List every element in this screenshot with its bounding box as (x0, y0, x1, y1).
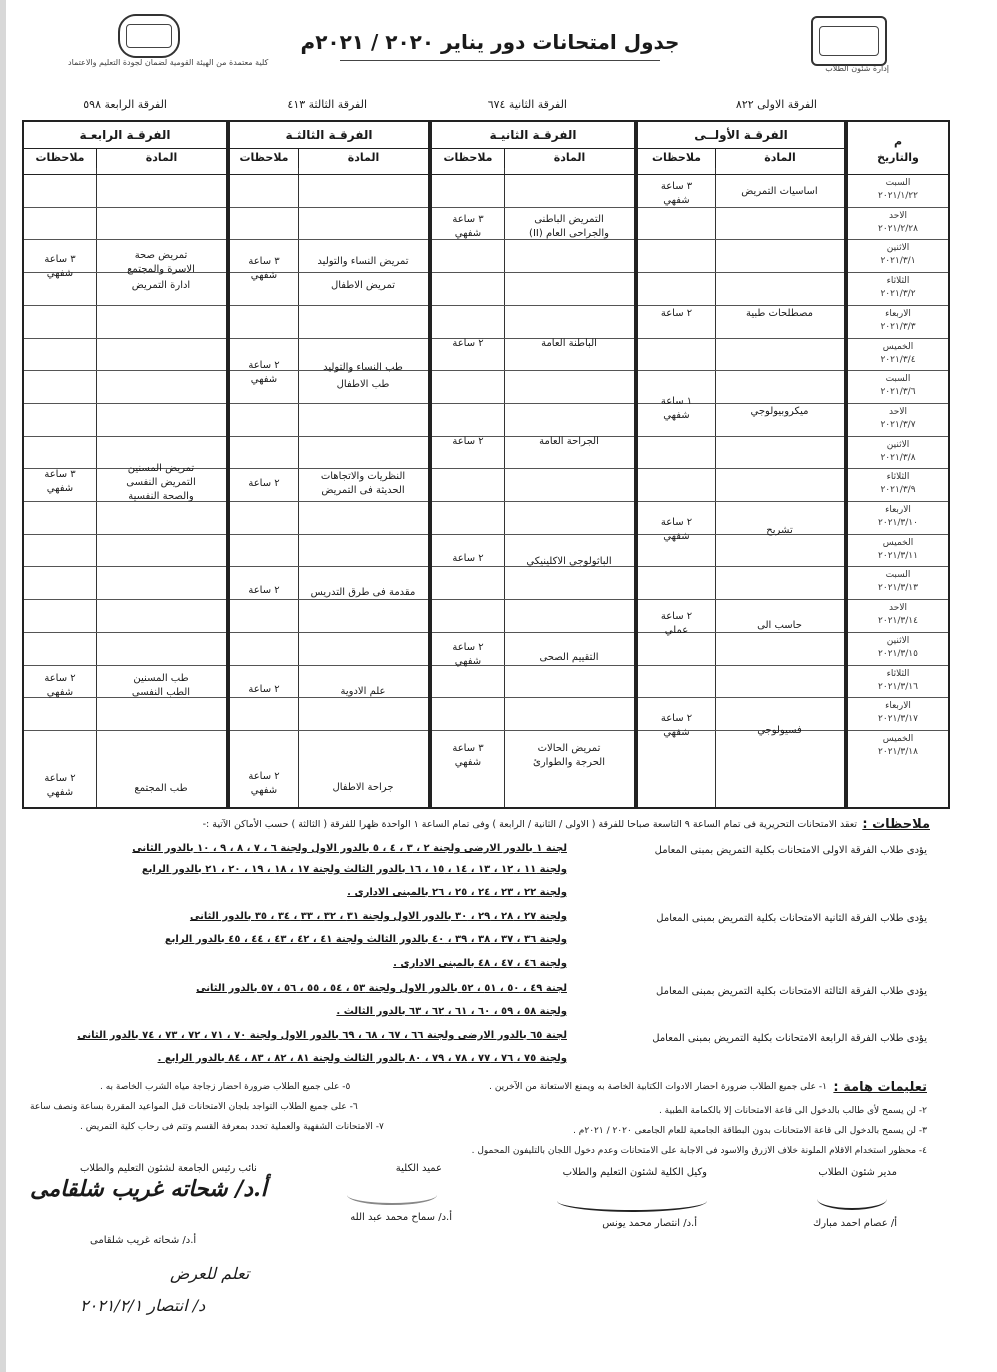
signer-2-name: أ.د/ انتصار محمد يونس (602, 1218, 697, 1229)
year3-notes-6: ٢ ساعة (248, 585, 280, 596)
year3-subject-4: طب الاطفال (336, 379, 390, 390)
header-divider (638, 174, 844, 175)
count-year2: الفرقة الثانية ٦٧٤ (487, 98, 567, 111)
row-divider (24, 534, 226, 535)
year2-notes-1: ٣ ساعة شفهي (452, 214, 484, 239)
year1-subject-1: اساسيات التمريض (741, 186, 818, 197)
row-divider (432, 305, 634, 306)
signer-1-name: أ/ عصام احمد مبارك (812, 1218, 897, 1229)
year1-subject-5: حاسب الى (757, 620, 802, 631)
row-divider (432, 370, 634, 371)
row-divider (432, 207, 634, 208)
date-column (846, 120, 950, 809)
date-row-day: الثلاثاء (886, 472, 910, 483)
date-row-date: ٢٠٢١/٣/١٣ (878, 583, 918, 594)
year4-subject-2: ادارة التمريض (131, 280, 191, 291)
count-year4: الفرقة الرابعة ٥٩٨ (83, 98, 167, 111)
row-divider (638, 305, 844, 306)
row-divider (848, 338, 948, 339)
signer-4-name: أ.د/ شحاته غريب شلقامى (90, 1235, 197, 1246)
year3-notes-5: ٢ ساعة (248, 478, 280, 489)
right-caption: إدارة شئون الطلاب (825, 64, 889, 73)
year4-notes-1: ٣ ساعة شفهي (44, 254, 76, 279)
year1-location-line1: لجنة ١ بالدور الارضى ولجنة ٢ ، ٣ ، ٤ ، ٥ بالدور الاول ولجنة ٦ ، ٧ ، ٨ ، ٩ ، ١٠ بالدور الثانى (132, 843, 567, 854)
year1-notes-3: ١ ساعة شفهي (660, 396, 693, 421)
year4-subject-header: المادة (96, 148, 226, 168)
row-divider (848, 370, 948, 371)
year3-subject-5: النظريات والاتجاهات الحديثة فى التمريض (320, 471, 406, 496)
year3-notes-header: ملاحظات (239, 151, 289, 164)
year2-location-line3: ولجنة ٤٦ ، ٤٧ ، ٤٨ بالمبنى الادارى . (393, 958, 567, 969)
title-underline (340, 60, 660, 61)
date-row-day: الاربعاء (885, 308, 911, 319)
year3-subject-6: مقدمة فى طرق التدريس (310, 587, 416, 598)
year1-subject-2: مصطلحات طبية (746, 308, 813, 319)
year1-header: الفرقـة الأولــى (638, 122, 844, 149)
signer-1-signature (817, 1188, 887, 1210)
year2-notes-header: ملاحظات (443, 151, 493, 164)
year4-notes-3: ٣ ساعة شفهي (44, 469, 76, 494)
year2-location-lead: يؤدى طلاب الفرقة الثانية الامتحانات بكلية التمريض بمبنى المعامل (656, 913, 927, 924)
row-divider (432, 468, 634, 469)
instruction-4: ٤- محظور استخدام الاقلام الملونة خلاف الازرق والاسود فى الاجابة على الامتحانات وعدم دخول اللجان بالتليفون المحمول . (471, 1146, 927, 1156)
year2-location-line1: ولجنة ٢٧ ، ٢٨ ، ٢٩ ، ٣٠ بالدور الاول ولجنة ٣١ ، ٣٢ ، ٣٣ ، ٣٤ ، ٣٥ بالدور الثانى (189, 911, 567, 922)
signer-1-title: مدير شئون الطلاب (818, 1167, 897, 1178)
row-divider (638, 272, 844, 273)
year1-location-line3: ولجنة ٢٢ ، ٢٣ ، ٢٤ ، ٢٥ ، ٢٦ بالمبنى الادارى . (347, 887, 567, 898)
row-divider (638, 599, 844, 600)
row-divider (848, 468, 948, 469)
row-divider (230, 665, 428, 666)
handwritten-note-1: تعلم للعرض (170, 1264, 250, 1283)
row-divider (230, 403, 428, 404)
row-divider (24, 305, 226, 306)
instruction-7: ٧- الامتحانات الشفهية والعملية تحدد بمعرفة القسم وتتم فى رحاب كلية التمريض . (80, 1122, 384, 1132)
row-divider (24, 403, 226, 404)
year3-subject-1: تمريض النساء والتوليد (317, 256, 409, 267)
date-row-date: ٢٠٢١/٣/١٤ (878, 616, 918, 627)
year3-notes-1: ٣ ساعة شفهي (248, 256, 280, 281)
year1-subject-3: ميكروبيولوجي (750, 406, 809, 417)
faculty-logo (811, 16, 887, 66)
row-divider (230, 730, 428, 731)
year3-subject-7: علم الادوية (340, 686, 386, 697)
year2-location-line2: ولجنة ٣٦ ، ٣٧ ، ٣٨ ، ٣٩ ، ٤٠ بالدور الثالث ولجنة ٤١ ، ٤٢ ، ٤٣ ، ٤٤ ، ٤٥ بالدور الرابع (164, 934, 567, 945)
year1-notes-header: ملاحظات (652, 151, 701, 164)
year3-notes-3: ٢ ساعة شفهي (248, 360, 280, 385)
year3-location-lead: يؤدى طلاب الفرقة الثالثة الامتحانات بكلية التمريض بمبنى المعامل (656, 986, 927, 997)
year2-header: الفرقـة الثانيـة (432, 122, 634, 149)
row-divider (24, 632, 226, 633)
year2-notes-5: ٢ ساعة شفهي (452, 642, 484, 667)
date-row-day: الاحد (889, 406, 907, 417)
date-row-date: ٢٠٢١/٣/٤ (880, 354, 916, 365)
row-divider (432, 599, 634, 600)
year1-subject-header: المادة (715, 148, 844, 168)
date-row-date: ٢٠٢١/٣/٧ (880, 419, 916, 430)
date-row-day: الاثنين (886, 635, 910, 646)
signer-2-title: وكيل الكلية لشئون التعليم والطلاب (562, 1167, 707, 1178)
row-divider (638, 436, 844, 437)
row-divider (848, 599, 948, 600)
row-divider (24, 436, 226, 437)
row-divider (432, 272, 634, 273)
instruction-1: ١- على جميع الطلاب ضرورة احضار الادوات الكتابية الخاصة به ويمنع الاستعانة من الآخرين . (489, 1082, 827, 1092)
date-row-day: الخميس (882, 537, 914, 548)
year4-location-lead: يؤدى طلاب الفرقة الرابعة الامتحانات بكلية التمريض بمبنى المعامل (652, 1033, 927, 1044)
year3-location-line2: ولجنة ٥٨ ، ٥٩ ، ٦٠ ، ٦١ ، ٦٢ ، ٦٣ بالدور الثالث . (336, 1006, 567, 1017)
date-row-day: الخميس (882, 733, 914, 744)
signer-3-signature (347, 1185, 437, 1205)
date-row-date: ٢٠٢١/٣/٨ (880, 452, 916, 463)
year3-header: الفرقـة الثالثـة (230, 122, 428, 149)
row-divider (848, 305, 948, 306)
row-divider (638, 501, 844, 502)
row-divider (230, 207, 428, 208)
signer-4-handwritten-signature: أ.د/ شحاته غريب شلقامى (30, 1176, 267, 1202)
row-divider (24, 665, 226, 666)
row-divider (638, 566, 844, 567)
accreditation-logo (118, 14, 180, 58)
instruction-3: ٣- لن يسمح بالدخول الى قاعة الامتحانات بدون البطاقة الجامعية للعام الجامعى ٢٠٢٠ / ٢٠٢١م . (573, 1126, 927, 1136)
year3-location-line1: لجنة ٤٩ ، ٥٠ ، ٥١ ، ٥٢ بالدور الاول ولجنة ٥٣ ، ٥٤ ، ٥٥ ، ٥٦ ، ٥٧ بالدور الثانى (196, 983, 567, 994)
row-divider (230, 501, 428, 502)
row-divider (230, 338, 428, 339)
row-divider (24, 239, 226, 240)
count-year3: الفرقة الثالثة ٤١٣ (287, 98, 367, 111)
year2-subject-2: الباطنة العامة (541, 338, 597, 349)
year4-notes-4: ٢ ساعة شفهي (44, 673, 76, 698)
date-row-day: الاربعاء (885, 505, 911, 515)
date-row-day: الاثنين (886, 243, 910, 254)
year3-subject-3: طب النساء والتوليد (323, 362, 403, 373)
date-row-date: ٢٠٢١/٣/١٨ (878, 746, 918, 757)
row-divider (848, 272, 948, 273)
date-row-date: ٢٠٢١/٣/١٥ (878, 648, 918, 659)
date-row-date: ٢٠٢١/٣/٢ (880, 289, 916, 300)
row-divider (848, 534, 948, 535)
year3-notes-8: ٢ ساعة شفهي (248, 771, 280, 796)
row-divider (848, 632, 948, 633)
row-divider (24, 730, 226, 731)
instruction-2: ٢- لن يسمح لأى طالب بالدخول الى قاعة الامتحانات إلا بالكمامة الطبية . (658, 1106, 927, 1116)
date-row-date: ٢٠٢١/٢/٢٨ (878, 223, 918, 234)
row-divider (848, 697, 948, 698)
instruction-5: ٥- على جميع الطلاب ضرورة احضار زجاجة مياه الشرب الخاصة به . (100, 1082, 351, 1092)
year2-notes-4: ٢ ساعة (452, 553, 484, 564)
row-divider (848, 501, 948, 502)
row-divider (432, 697, 634, 698)
header-divider (24, 174, 226, 175)
year4-subject-4: طب المسنين الطب النفسى (131, 673, 191, 698)
year1-notes-4: ٢ ساعة شفهي (660, 517, 693, 542)
year1-notes-5: ٢ ساعة عملي (660, 611, 693, 636)
date-row-date: ٢٠٢١/٣/١٧ (878, 714, 918, 725)
date-row-day: الثلاثاء (886, 276, 910, 287)
row-divider (230, 305, 428, 306)
row-divider (848, 665, 948, 666)
notes-label: ملاحظات : (862, 817, 930, 832)
page-title: جدول امتحانات دور يناير ٢٠٢٠ / ٢٠٢١م (300, 30, 680, 54)
year1-subject-4: تشريح (766, 525, 793, 536)
row-divider (24, 370, 226, 371)
year3-subject-8: جراحة الاطفال (332, 782, 394, 793)
date-row-date: ٢٠٢١/٣/٦ (880, 387, 916, 398)
year2-notes-3: ٢ ساعة (452, 436, 484, 447)
instructions-label: تعليمات هامة : (833, 1080, 927, 1095)
year1-location-lead: يؤدى طلاب الفرقة الاولى الامتحانات بكلية التمريض بمبنى المعامل (654, 845, 927, 856)
year1-notes-1: ٣ ساعة شفهي (660, 181, 693, 206)
header-divider (848, 174, 948, 175)
year1-notes-6: ٢ ساعة شفهي (660, 713, 693, 738)
row-divider (230, 436, 428, 437)
year4-group (22, 120, 228, 809)
year4-subject-3: تمريض المسنين التمريض النفسى والصحة النفسية (126, 463, 196, 502)
row-divider (638, 370, 844, 371)
header-divider (432, 174, 634, 175)
date-row-date: ٢٠٢١/٣/٩ (880, 485, 916, 496)
date-row-day: الخميس (882, 341, 914, 352)
row-divider (638, 338, 844, 339)
row-divider (638, 239, 844, 240)
year4-subject-1: تمريض صحة الاسرة والمجتمع (127, 250, 195, 275)
year4-notes-5: ٢ ساعة شفهي (44, 773, 76, 798)
year4-header: الفرقـة الرابعـة (24, 122, 226, 149)
year1-location-line2: ولجنة ١١ ، ١٢ ، ١٣ ، ١٤ ، ١٥ ، ١٦ بالدور الثالث ولجنة ١٧ ، ١٨ ، ١٩ ، ٢٠ ، ٢١ بالدور الرابع (141, 864, 567, 875)
year2-notes-6: ٣ ساعة شفهي (452, 743, 484, 768)
year3-subject-2: تمريض الاطفال (330, 280, 396, 291)
notes-intro: تعقد الامتحانات التحريرية فى تمام الساعة ٩ التاسعة صباحا للفرقة ( الاولى / الثانية / الرابعة ) وفى تمام الساعة ١ الواحدة ظهرا للفرقة ( الثالثة ) حسب الأماكن الآتية :- (202, 819, 857, 830)
row-divider (24, 207, 226, 208)
date-row-day: السبت (885, 570, 911, 581)
year2-notes-2: ٢ ساعة (452, 338, 484, 349)
row-divider (230, 534, 428, 535)
year1-subject-6: فسيولوجي (757, 725, 802, 736)
date-row-date: ٢٠٢١/١/٢٢ (878, 191, 918, 201)
year2-group (430, 120, 636, 809)
year2-subject-1: التمريض الباطنى والجراحى العام (II) (529, 214, 609, 239)
signer-4-title: نائب رئيس الجامعة لشئون التعليم والطلاب (80, 1163, 257, 1174)
date-row-day: الاربعاء (885, 701, 911, 712)
signer-3-name: أ.د/ سماح محمد عبد الله (350, 1212, 452, 1223)
date-row-day: السبت (885, 374, 911, 385)
row-divider (230, 566, 428, 567)
signer-2-signature (557, 1190, 707, 1212)
date-row-date: ٢٠٢١/٣/١١ (878, 550, 918, 561)
header-divider (230, 174, 428, 175)
year4-location-line1: لجنة ٦٥ بالدور الارضى ولجنة ٦٦ ، ٦٧ ، ٦٨ ، ٦٩ بالدور الاول ولجنة ٧٠ ، ٧١ ، ٧٢ ، ٧٣ ، ٧٤ بالدور الثانى (77, 1030, 567, 1041)
date-row-day: الثلاثاء (886, 668, 910, 679)
year4-notes-header: ملاحظات (35, 151, 85, 164)
row-divider (848, 730, 948, 731)
row-divider (848, 403, 948, 404)
row-divider (638, 697, 844, 698)
date-row-date: ٢٠٢١/٣/١ (880, 256, 916, 267)
year1-notes-2: ٢ ساعة (660, 308, 693, 319)
year3-subject-header: المادة (298, 148, 428, 168)
row-divider (848, 436, 948, 437)
count-year1: الفرقة الاولى ٨٢٢ (735, 98, 817, 111)
year4-location-line2: ولجنة ٧٥ ، ٧٦ ، ٧٧ ، ٧٨ ، ٧٩ ، ٨٠ بالدور الثالث ولجنة ٨١ ، ٨٢ ، ٨٣ ، ٨٤ بالدور الرابع . (157, 1053, 567, 1064)
left-caption: كلية معتمدة من الهيئة القومية لضمان لجودة التعليم والاعتماد (68, 58, 269, 67)
year2-subject-4: الباثولوجي الاكلينيكي (526, 556, 612, 567)
year3-notes-7: ٢ ساعة (248, 684, 280, 695)
row-divider (432, 632, 634, 633)
row-divider (432, 730, 634, 731)
year1-group (636, 120, 846, 809)
year2-subject-5: التقييم الصحى (539, 652, 599, 663)
row-divider (24, 599, 226, 600)
date-row-date: ٢٠٢١/٣/٣ (880, 321, 916, 332)
date-row-day: الاثنين (886, 439, 910, 450)
row-divider (24, 566, 226, 567)
signer-3-title: عميد الكلية (395, 1163, 442, 1174)
row-divider (638, 468, 844, 469)
row-divider (638, 665, 844, 666)
date-row-date: ٢٠٢١/٣/١٦ (878, 681, 918, 692)
year4-subject-5: طب المجتمع (134, 783, 188, 794)
year2-subject-header: المادة (504, 148, 634, 168)
row-divider (848, 566, 948, 567)
year3-group (228, 120, 430, 809)
row-divider (432, 534, 634, 535)
year2-subject-6: تمريض الحالات الحرجة والطوارئ (533, 743, 605, 768)
row-divider (230, 632, 428, 633)
instruction-6: ٦- على جميع الطلاب التواجد بلجان الامتحانات قبل المواعيد المقررة بساعة ونصف ساعة (30, 1102, 358, 1112)
scan-edge (0, 0, 6, 1372)
date-row-date: ٢٠٢١/٣/١٠ (878, 518, 918, 528)
date-header: م والتاريخ (877, 135, 919, 164)
row-divider (432, 501, 634, 502)
row-divider (24, 338, 226, 339)
handwritten-note-2: د/ انتصار ٢٠٢١/٢/١ (80, 1296, 206, 1315)
date-row-day: السبت (885, 178, 911, 188)
year2-subject-3: الجراحة العامة (539, 436, 599, 447)
row-divider (432, 403, 634, 404)
date-row-day: الاحد (889, 603, 907, 614)
date-row-day: الاحد (889, 210, 907, 221)
row-divider (848, 207, 948, 208)
row-divider (848, 239, 948, 240)
row-divider (230, 239, 428, 240)
